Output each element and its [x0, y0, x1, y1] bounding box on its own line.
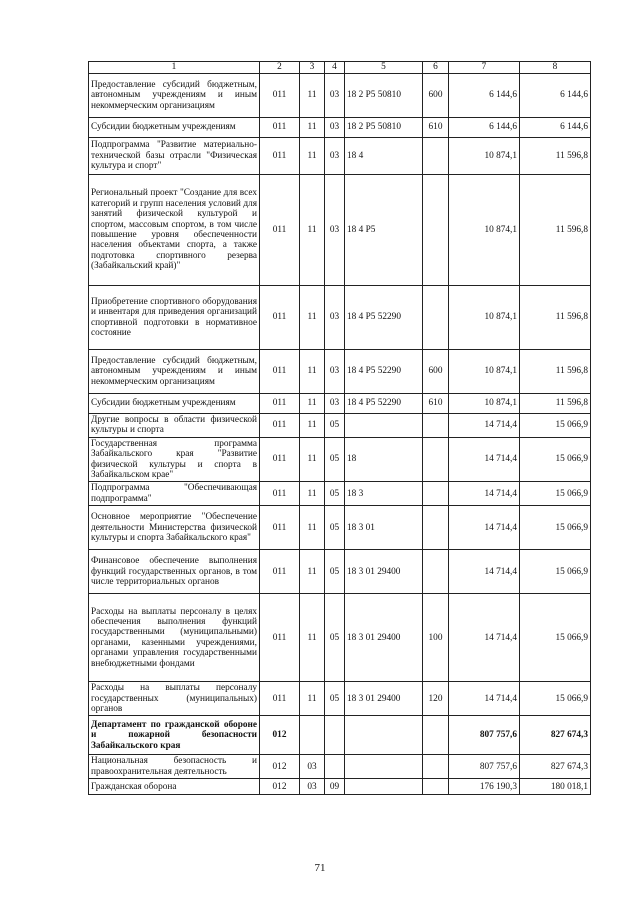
row-c7-cell: 10 874,1	[449, 175, 520, 286]
row-c6-cell	[423, 779, 449, 795]
row-c4-cell: 05	[325, 414, 345, 438]
row-c3-cell: 11	[300, 394, 325, 414]
row-c6-cell	[423, 175, 449, 286]
row-c3-cell: 11	[300, 175, 325, 286]
row-c3-cell: 11	[300, 414, 325, 438]
row-c2-cell: 011	[260, 138, 300, 175]
row-name-cell: Финансовое обеспечение выполнения функций государственных органов, в том числе территориальных органов	[89, 550, 260, 594]
row-c2-cell: 011	[260, 482, 300, 506]
table-row	[89, 716, 591, 755]
row-c4-cell: 05	[325, 482, 345, 506]
row-c5-cell	[345, 755, 423, 779]
row-name-cell: Департамент по гражданской обороне и пожарной безопасности Забайкальского края	[89, 716, 260, 755]
table-row	[89, 682, 591, 716]
row-c2-cell: 011	[260, 594, 300, 682]
row-c8-cell: 15 066,9	[520, 414, 591, 438]
header-cell: 5	[345, 62, 423, 74]
row-c7-cell: 10 874,1	[449, 350, 520, 394]
row-c6-cell	[423, 286, 449, 350]
table-row	[89, 286, 591, 350]
row-c2-cell: 012	[260, 779, 300, 795]
row-c7-cell: 14 714,4	[449, 414, 520, 438]
row-name-cell: Расходы на выплаты персоналу государственных (муниципальных) органов	[89, 682, 260, 716]
row-c4-cell: 09	[325, 779, 345, 795]
row-c7-cell: 14 714,4	[449, 550, 520, 594]
row-c5-cell: 18 2 P5 50810	[345, 74, 423, 118]
table-row	[89, 482, 591, 506]
row-name-cell: Гражданская оборона	[89, 779, 260, 795]
row-c2-cell: 011	[260, 74, 300, 118]
row-c8-cell: 180 018,1	[520, 779, 591, 795]
row-name-cell: Региональный проект "Создание для всех категорий и групп населения условий для занятий физической культурой и спортом, массовым спортом, в том числе повышение уровня обеспеченности населения объектами спорта, а также подготовка спортивного резерва (Забайкальский край)"	[89, 175, 260, 286]
row-c8-cell: 6 144,6	[520, 74, 591, 118]
row-c8-cell: 11 596,8	[520, 175, 591, 286]
row-c7-cell: 10 874,1	[449, 138, 520, 175]
table-header-row	[89, 62, 591, 74]
row-c2-cell: 011	[260, 414, 300, 438]
header-cell: 6	[423, 62, 449, 74]
row-c6-cell	[423, 482, 449, 506]
row-c6-cell	[423, 755, 449, 779]
row-c2-cell: 011	[260, 506, 300, 550]
row-name-cell: Субсидии бюджетным учреждениям	[89, 118, 260, 138]
table-row	[89, 175, 591, 286]
row-c3-cell: 11	[300, 286, 325, 350]
row-c7-cell: 10 874,1	[449, 286, 520, 350]
row-c5-cell: 18 4 P5	[345, 175, 423, 286]
row-name-cell: Национальная безопасность и правоохранительная деятельность	[89, 755, 260, 779]
row-c4-cell	[325, 755, 345, 779]
row-c7-cell: 14 714,4	[449, 437, 520, 482]
row-c3-cell: 11	[300, 506, 325, 550]
header-cell: 1	[89, 62, 260, 74]
row-c2-cell: 012	[260, 716, 300, 755]
row-c5-cell: 18 4 P5 52290	[345, 286, 423, 350]
row-c7-cell: 10 874,1	[449, 394, 520, 414]
row-c4-cell: 03	[325, 394, 345, 414]
row-c5-cell: 18	[345, 437, 423, 482]
row-c8-cell: 827 674,3	[520, 755, 591, 779]
row-c6-cell	[423, 414, 449, 438]
row-c8-cell: 11 596,8	[520, 286, 591, 350]
row-c4-cell: 05	[325, 682, 345, 716]
table-row	[89, 594, 591, 682]
row-c3-cell: 11	[300, 682, 325, 716]
table-row	[89, 118, 591, 138]
row-c7-cell: 807 757,6	[449, 716, 520, 755]
page-number: 71	[314, 862, 326, 874]
row-c7-cell: 14 714,4	[449, 506, 520, 550]
row-c7-cell: 807 757,6	[449, 755, 520, 779]
row-c8-cell: 11 596,8	[520, 394, 591, 414]
budget-table	[88, 61, 591, 795]
header-cell: 3	[300, 62, 325, 74]
row-c6-cell: 600	[423, 74, 449, 118]
row-c2-cell: 011	[260, 175, 300, 286]
row-name-cell: Основное мероприятие "Обеспечение деятельности Министерства физической культуры и спорта Забайкальского края"	[89, 506, 260, 550]
row-c6-cell	[423, 506, 449, 550]
row-c4-cell: 05	[325, 437, 345, 482]
row-name-cell: Предоставление субсидий бюджетным, автономным учреждениям и иным некоммерческим организациям	[89, 74, 260, 118]
row-name-cell: Субсидии бюджетным учреждениям	[89, 394, 260, 414]
header-cell: 7	[449, 62, 520, 74]
row-c5-cell	[345, 414, 423, 438]
row-c8-cell: 15 066,9	[520, 506, 591, 550]
row-c3-cell: 03	[300, 779, 325, 795]
row-name-cell: Подпрограмма "Развитие материально-технической базы отрасли "Физическая культура и спорт"	[89, 138, 260, 175]
table-row	[89, 437, 591, 482]
row-c8-cell: 15 066,9	[520, 437, 591, 482]
table-row	[89, 394, 591, 414]
row-c4-cell: 03	[325, 118, 345, 138]
row-c3-cell: 11	[300, 74, 325, 118]
row-c5-cell	[345, 779, 423, 795]
row-c3-cell: 11	[300, 138, 325, 175]
row-c2-cell: 011	[260, 350, 300, 394]
table-row	[89, 138, 591, 175]
row-name-cell: Другие вопросы в области физической культуры и спорта	[89, 414, 260, 438]
row-c2-cell: 011	[260, 394, 300, 414]
table-row	[89, 779, 591, 795]
row-name-cell: Приобретение спортивного оборудования и инвентаря для приведения организаций спортивной подготовки в нормативное состояние	[89, 286, 260, 350]
row-c3-cell: 11	[300, 594, 325, 682]
row-c8-cell: 15 066,9	[520, 482, 591, 506]
row-c6-cell: 100	[423, 594, 449, 682]
row-c8-cell: 827 674,3	[520, 716, 591, 755]
row-c3-cell: 11	[300, 550, 325, 594]
row-c8-cell: 11 596,8	[520, 138, 591, 175]
row-c4-cell: 05	[325, 506, 345, 550]
table-row	[89, 550, 591, 594]
row-c6-cell	[423, 550, 449, 594]
row-c4-cell: 03	[325, 74, 345, 118]
row-c6-cell: 610	[423, 394, 449, 414]
row-c4-cell: 03	[325, 350, 345, 394]
row-c2-cell: 011	[260, 118, 300, 138]
row-c6-cell: 120	[423, 682, 449, 716]
row-c5-cell: 18 3 01 29400	[345, 682, 423, 716]
row-name-cell: Расходы на выплаты персоналу в целях обеспечения выполнения функций государственными (муниципальными) органами, казенными учреждениями, органами управления государственными внебюджетными фондами	[89, 594, 260, 682]
row-c7-cell: 6 144,6	[449, 74, 520, 118]
row-c5-cell: 18 3 01 29400	[345, 594, 423, 682]
row-c5-cell: 18 3 01 29400	[345, 550, 423, 594]
row-c2-cell: 011	[260, 682, 300, 716]
row-c4-cell: 05	[325, 594, 345, 682]
row-name-cell: Государственная программа Забайкальского края "Развитие физической культуры и спорта в Забайкальском крае"	[89, 437, 260, 482]
row-name-cell: Предоставление субсидий бюджетным, автономным учреждениям и иным некоммерческим организациям	[89, 350, 260, 394]
row-c4-cell: 05	[325, 550, 345, 594]
row-c2-cell: 012	[260, 755, 300, 779]
row-c6-cell	[423, 716, 449, 755]
row-c4-cell: 03	[325, 138, 345, 175]
row-c8-cell: 15 066,9	[520, 682, 591, 716]
row-c7-cell: 14 714,4	[449, 482, 520, 506]
row-c5-cell: 18 2 P5 50810	[345, 118, 423, 138]
row-name-cell: Подпрограмма "Обеспечивающая подпрограмма"	[89, 482, 260, 506]
row-c3-cell: 11	[300, 437, 325, 482]
row-c2-cell: 011	[260, 437, 300, 482]
header-cell: 4	[325, 62, 345, 74]
row-c8-cell: 6 144,6	[520, 118, 591, 138]
row-c5-cell: 18 3	[345, 482, 423, 506]
row-c8-cell: 11 596,8	[520, 350, 591, 394]
row-c3-cell: 03	[300, 755, 325, 779]
row-c4-cell: 03	[325, 175, 345, 286]
header-cell: 2	[260, 62, 300, 74]
row-c7-cell: 6 144,6	[449, 118, 520, 138]
row-c5-cell: 18 3 01	[345, 506, 423, 550]
row-c3-cell	[300, 716, 325, 755]
table-row	[89, 755, 591, 779]
row-c2-cell: 011	[260, 286, 300, 350]
row-c8-cell: 15 066,9	[520, 550, 591, 594]
row-c8-cell: 15 066,9	[520, 594, 591, 682]
row-c7-cell: 14 714,4	[449, 682, 520, 716]
row-c2-cell: 011	[260, 550, 300, 594]
header-cell: 8	[520, 62, 591, 74]
row-c4-cell: 03	[325, 286, 345, 350]
row-c6-cell	[423, 138, 449, 175]
row-c7-cell: 176 190,3	[449, 779, 520, 795]
table-row	[89, 414, 591, 438]
row-c7-cell: 14 714,4	[449, 594, 520, 682]
row-c3-cell: 11	[300, 118, 325, 138]
row-c6-cell: 600	[423, 350, 449, 394]
row-c5-cell	[345, 716, 423, 755]
table-row	[89, 74, 591, 118]
row-c4-cell	[325, 716, 345, 755]
row-c3-cell: 11	[300, 482, 325, 506]
row-c5-cell: 18 4 P5 52290	[345, 394, 423, 414]
table-row	[89, 350, 591, 394]
table-row	[89, 506, 591, 550]
row-c6-cell	[423, 437, 449, 482]
row-c5-cell: 18 4	[345, 138, 423, 175]
row-c6-cell: 610	[423, 118, 449, 138]
row-c3-cell: 11	[300, 350, 325, 394]
row-c5-cell: 18 4 P5 52290	[345, 350, 423, 394]
